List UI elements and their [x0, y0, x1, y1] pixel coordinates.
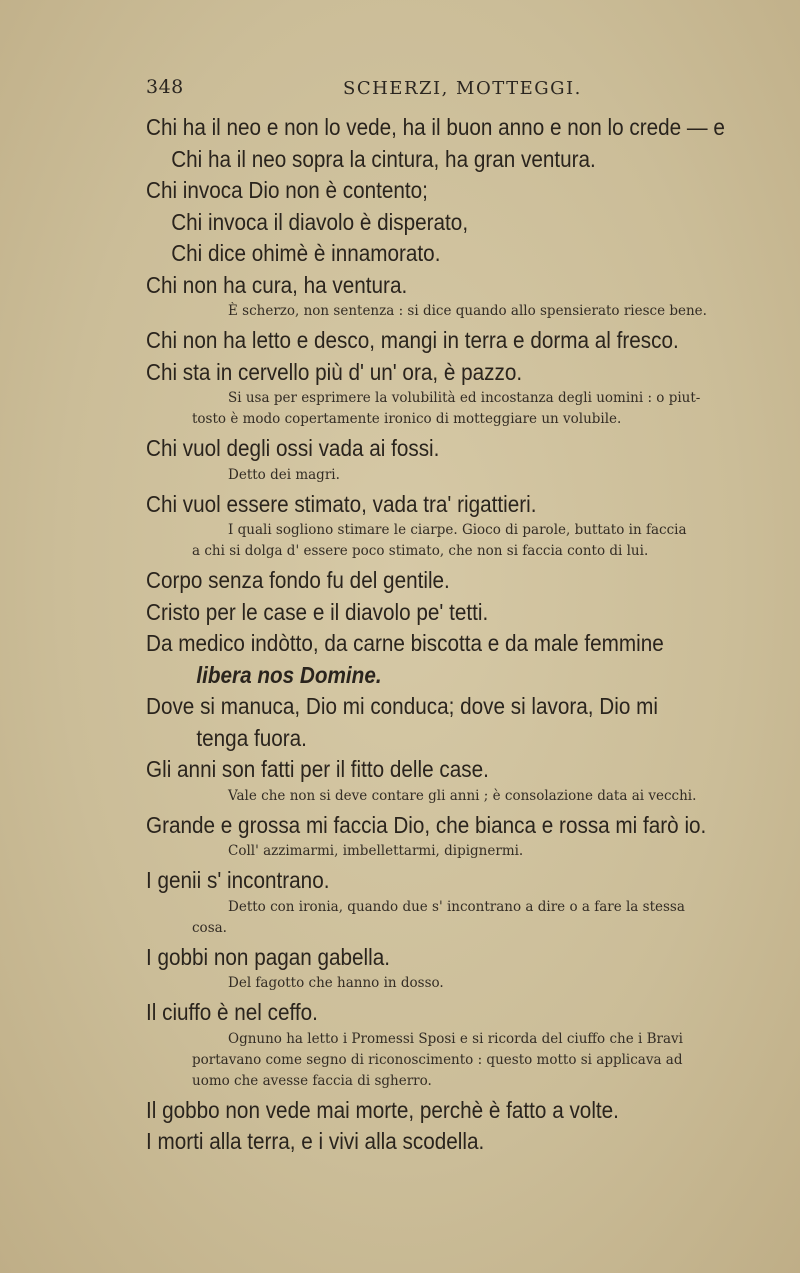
note-line: Detto dei magri.	[228, 466, 340, 483]
proverb-line: Chi ha il neo sopra la cintura, ha gran ventura.	[171, 145, 596, 172]
proverb-line: tenga fuora.	[196, 724, 307, 751]
note-line: Coll' azzimarmi, imbellettarmi, dipignermi.	[228, 843, 524, 859]
proverb-line: Gli anni son fatti per il fitto delle case.	[146, 756, 489, 782]
proverb-line: libera nos Domine.	[196, 661, 382, 688]
proverb-entry	[146, 112, 746, 175]
proverb-line: Il gobbo non vede mai morte, perchè è fatto a volte.	[146, 1096, 619, 1123]
proverb-note	[146, 897, 732, 939]
note-line: I quali sogliono stimare le ciarpe. Gioco di parole, buttato in faccia	[228, 522, 687, 538]
proverb-note	[146, 841, 732, 862]
proverb-entry	[146, 175, 746, 270]
proverb-entry	[146, 357, 746, 431]
proverb-entry	[146, 754, 746, 807]
proverb-note	[146, 301, 732, 322]
proverb-entry	[146, 942, 746, 995]
proverb-line: I genii s' incontrano.	[146, 867, 330, 893]
page-header	[146, 76, 746, 106]
proverb-line: Chi sta in cervello più d' un' ora, è pazzo.	[146, 358, 523, 385]
proverb-line: Chi ha il neo e non lo vede, ha il buon anno e non lo crede — e	[146, 114, 725, 140]
proverb-line: I morti alla terra, e i vivi alla scodella.	[146, 1128, 485, 1154]
note-line: È scherzo, non sentenza : si dice quando allo spensierato riesce bene.	[228, 303, 707, 319]
proverb-entry	[146, 1126, 746, 1158]
proverb-line: Chi vuol degli ossi vada ai fossi.	[146, 435, 440, 461]
proverb-note	[146, 1029, 732, 1092]
note-line: Vale che non si deve contare gli anni ; è consolazione data ai vecchi.	[228, 787, 697, 804]
proverb-line: Chi non ha letto e desco, mangi in terra e dorma al fresco.	[146, 327, 679, 353]
proverb-entry	[146, 489, 746, 563]
proverb-entry	[146, 597, 746, 629]
running-head: SCHERZI, MOTTEGGI.	[343, 78, 582, 99]
proverb-line: Chi invoca Dio non è contento;	[146, 177, 428, 203]
proverb-line: I gobbi non pagan gabella.	[146, 943, 391, 970]
note-line: Del fagotto che hanno in dosso.	[228, 975, 444, 991]
note-line: Detto con ironia, quando due s' incontrano a dire o a fare la stessa	[228, 898, 685, 915]
proverb-line: Cristo per le case e il diavolo pe' tetti.	[146, 598, 489, 625]
proverb-entry	[146, 325, 746, 357]
proverb-line: Chi dice ohimè è innamorato.	[171, 240, 441, 266]
proverb-entry	[146, 628, 746, 691]
proverb-entry	[146, 433, 746, 486]
proverb-entry	[146, 810, 746, 863]
note-line: a chi si dolga d' essere poco stimato, che non si faccia conto di lui.	[192, 543, 649, 559]
proverb-line: Chi invoca il diavolo è disperato,	[171, 208, 469, 235]
note-line: cosa.	[192, 919, 227, 936]
note-line: tosto è modo copertamente ironico di motteggiare un volubile.	[192, 411, 622, 427]
proverb-line: Da medico indòtto, da carne biscotta e da male femmine	[146, 630, 664, 656]
note-line: portavano come segno di riconoscimento : questo motto si applicava ad	[192, 1051, 683, 1068]
proverb-entry	[146, 1095, 746, 1127]
proverb-list	[146, 112, 746, 1158]
note-line: uomo che avesse faccia di sgherro.	[192, 1072, 432, 1089]
proverb-entry	[146, 270, 746, 323]
proverb-entry	[146, 691, 746, 754]
proverb-line: Il ciuffo è nel ceffo.	[146, 999, 318, 1025]
proverb-note	[146, 973, 732, 994]
proverb-line: Corpo senza fondo fu del gentile.	[146, 567, 450, 593]
proverb-entry	[146, 565, 746, 597]
proverb-note	[146, 786, 732, 807]
proverb-note	[146, 388, 732, 430]
proverb-line: Chi vuol essere stimato, vada tra' rigattieri.	[146, 490, 537, 517]
proverb-entry	[146, 865, 746, 939]
page-number: 348	[146, 76, 184, 98]
proverb-note	[146, 520, 732, 562]
proverb-note	[146, 465, 732, 486]
note-line: Ognuno ha letto i Promessi Sposi e si ricorda del ciuffo che i Bravi	[228, 1030, 683, 1047]
proverb-line: Chi non ha cura, ha ventura.	[146, 271, 408, 298]
proverb-entry	[146, 997, 746, 1092]
proverb-line: Grande e grossa mi faccia Dio, che bianca e rossa mi farò io.	[146, 811, 707, 838]
proverb-line: Dove si manuca, Dio mi conduca; dove si lavora, Dio mi	[146, 693, 658, 719]
note-line: Si usa per esprimere la volubilità ed incostanza degli uomini : o piut-	[228, 390, 701, 406]
